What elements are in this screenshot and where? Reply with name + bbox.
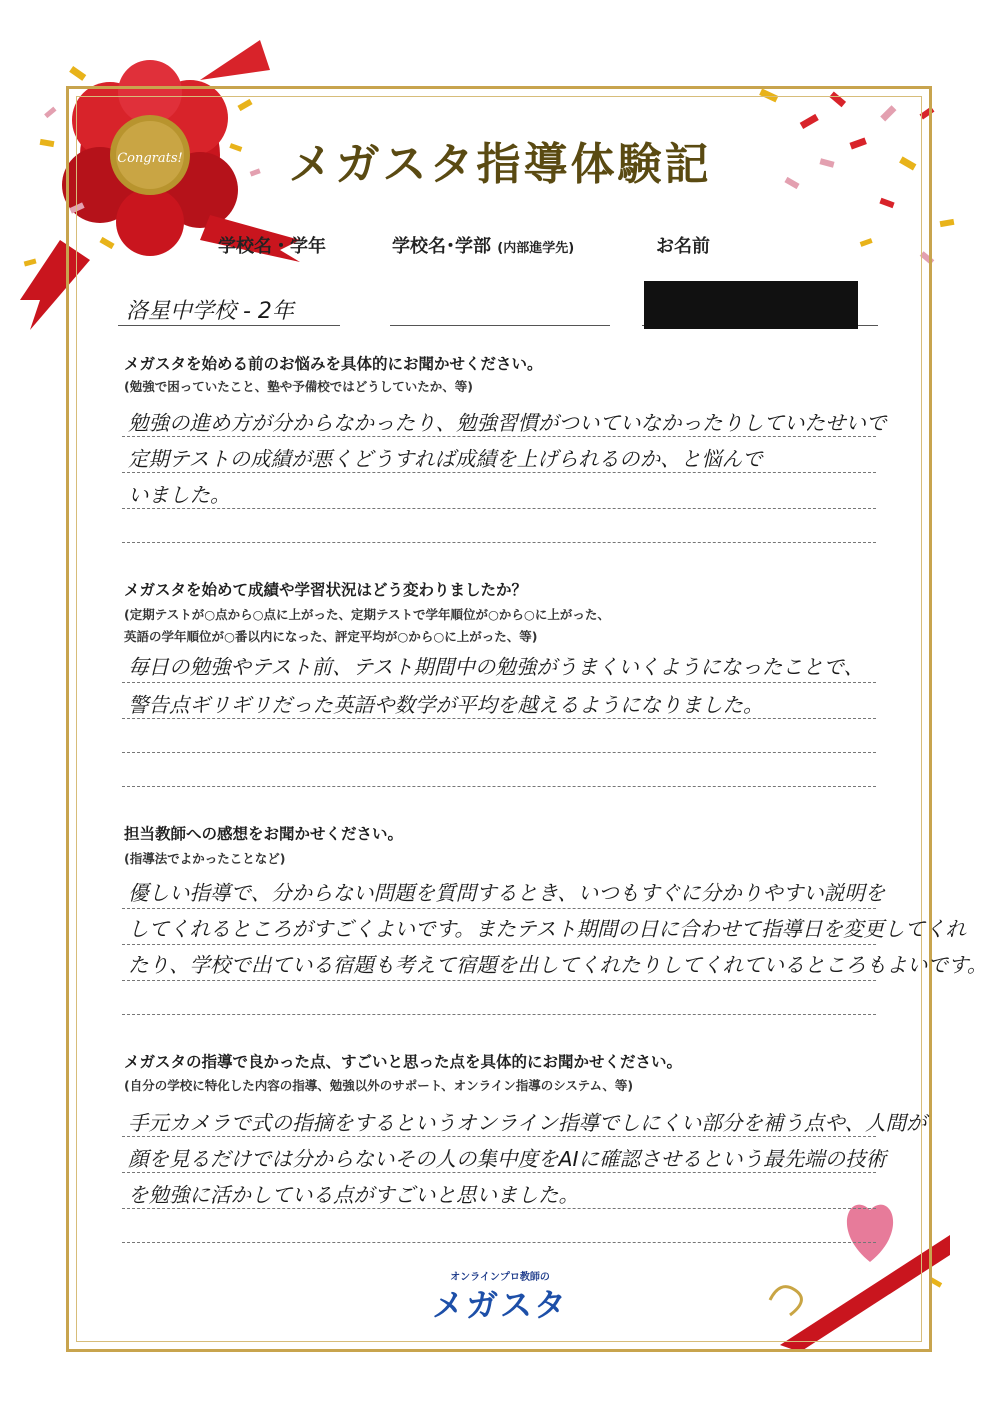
section-3-answer-line-1: 優しい指導で、分からない問題を質問するとき、いつもすぐに分かりやすい説明を — [128, 881, 886, 905]
school-dept-label-wrap — [392, 232, 574, 258]
ruled-line — [122, 944, 876, 945]
ruled-line — [122, 1136, 876, 1137]
ruled-line — [122, 1208, 876, 1209]
section-4-answer-line-2: 顔を見るだけでは分からないその人の集中度をAIに確認させるという最先端の技術 — [128, 1147, 887, 1171]
section-1-note: (勉強で困っていたこと、塾や予備校ではどうしていたか、等) — [124, 379, 473, 394]
ruled-line — [122, 508, 876, 509]
section-4-answer-line-1: 手元カメラで式の指摘をするというオンライン指導でしにくい部分を補う点や、人間が — [128, 1111, 927, 1135]
ruled-line — [122, 786, 876, 787]
ruled-line — [122, 1242, 876, 1243]
ruled-line — [122, 980, 876, 981]
section-4-note: (自分の学校に特化した内容の指導、勉強以外のサポート、オンライン指導のシステム、等) — [124, 1078, 634, 1093]
school-dept-label: 学校名･学部 — [392, 236, 491, 257]
section-1-answer-line-3: いました。 — [128, 483, 231, 507]
section-4-answer-line-3: を勉強に活かしている点がすごいと思いました。 — [128, 1183, 579, 1207]
ruled-line — [122, 472, 876, 473]
school-grade-label: 学校名・学年 — [218, 236, 326, 257]
section-3-note: (指導法でよかったことなど) — [124, 851, 286, 866]
section-1-question: メガスタを始める前のお悩みを具体的にお聞かせください。 — [124, 355, 543, 373]
congrats-text: Congrats! — [117, 151, 183, 166]
section-3-answer-line-3: たり、学校で出ている宿題も考えて宿題を出してくれたりしてくれているところもよいです。 — [128, 953, 988, 977]
section-2-answer-line-1: 毎日の勉強やテスト前、テスト期間中の勉強がうまくいくようになったことで、 — [128, 655, 864, 679]
ruled-line — [122, 682, 876, 683]
ruled-line — [122, 542, 876, 543]
school-dept-underline — [390, 325, 610, 326]
ruled-line — [122, 436, 876, 437]
section-3-answer-line-2: してくれるところがすごくよいです。またテスト期間の日に合わせて指導日を変更してくれ — [128, 917, 967, 941]
section-2-question: メガスタを始めて成績や学習状況はどう変わりましたか？ — [124, 581, 528, 599]
section-3-question: 担当教師への感想をお聞かせください。 — [124, 825, 404, 843]
ruled-line — [122, 1172, 876, 1173]
page-title: メガスタ指導体験記 — [288, 139, 712, 190]
ruled-line — [122, 1014, 876, 1015]
ruled-line — [122, 752, 876, 753]
section-1-answer-line-1: 勉強の進め方が分からなかったり、勉強習慣がついていなかったりしていたせいで — [128, 411, 887, 435]
school-grade-underline — [118, 325, 340, 326]
section-1-answer-line-2: 定期テストの成績が悪くどうすれば成績を上げられるのか、と悩んで — [128, 447, 763, 471]
footer-logo: メガスタ — [431, 1286, 568, 1324]
school-grade-value: 洛星中学校 - 2年 — [126, 299, 294, 324]
name-redaction-box — [644, 281, 858, 329]
school-dept-note: (内部進学先) — [497, 241, 575, 256]
ruled-line — [122, 908, 876, 909]
ruled-line — [122, 718, 876, 719]
section-4-question: メガスタの指導で良かった点、すごいと思った点を具体的にお聞かせください。 — [124, 1053, 683, 1071]
name-label: お名前 — [656, 236, 710, 257]
section-2-note-2: 英語の学年順位が○番以内になった、評定平均が○から○に上がった、等) — [124, 629, 538, 644]
section-2-answer-line-2: 警告点ギリギリだった英語や数学が平均を越えるようになりました。 — [128, 693, 764, 717]
section-2-note: (定期テストが○点から○点に上がった、定期テストで学年順位が○から○に上がった、 — [124, 607, 610, 622]
footer-tagline: オンラインプロ教師の — [450, 1272, 550, 1283]
